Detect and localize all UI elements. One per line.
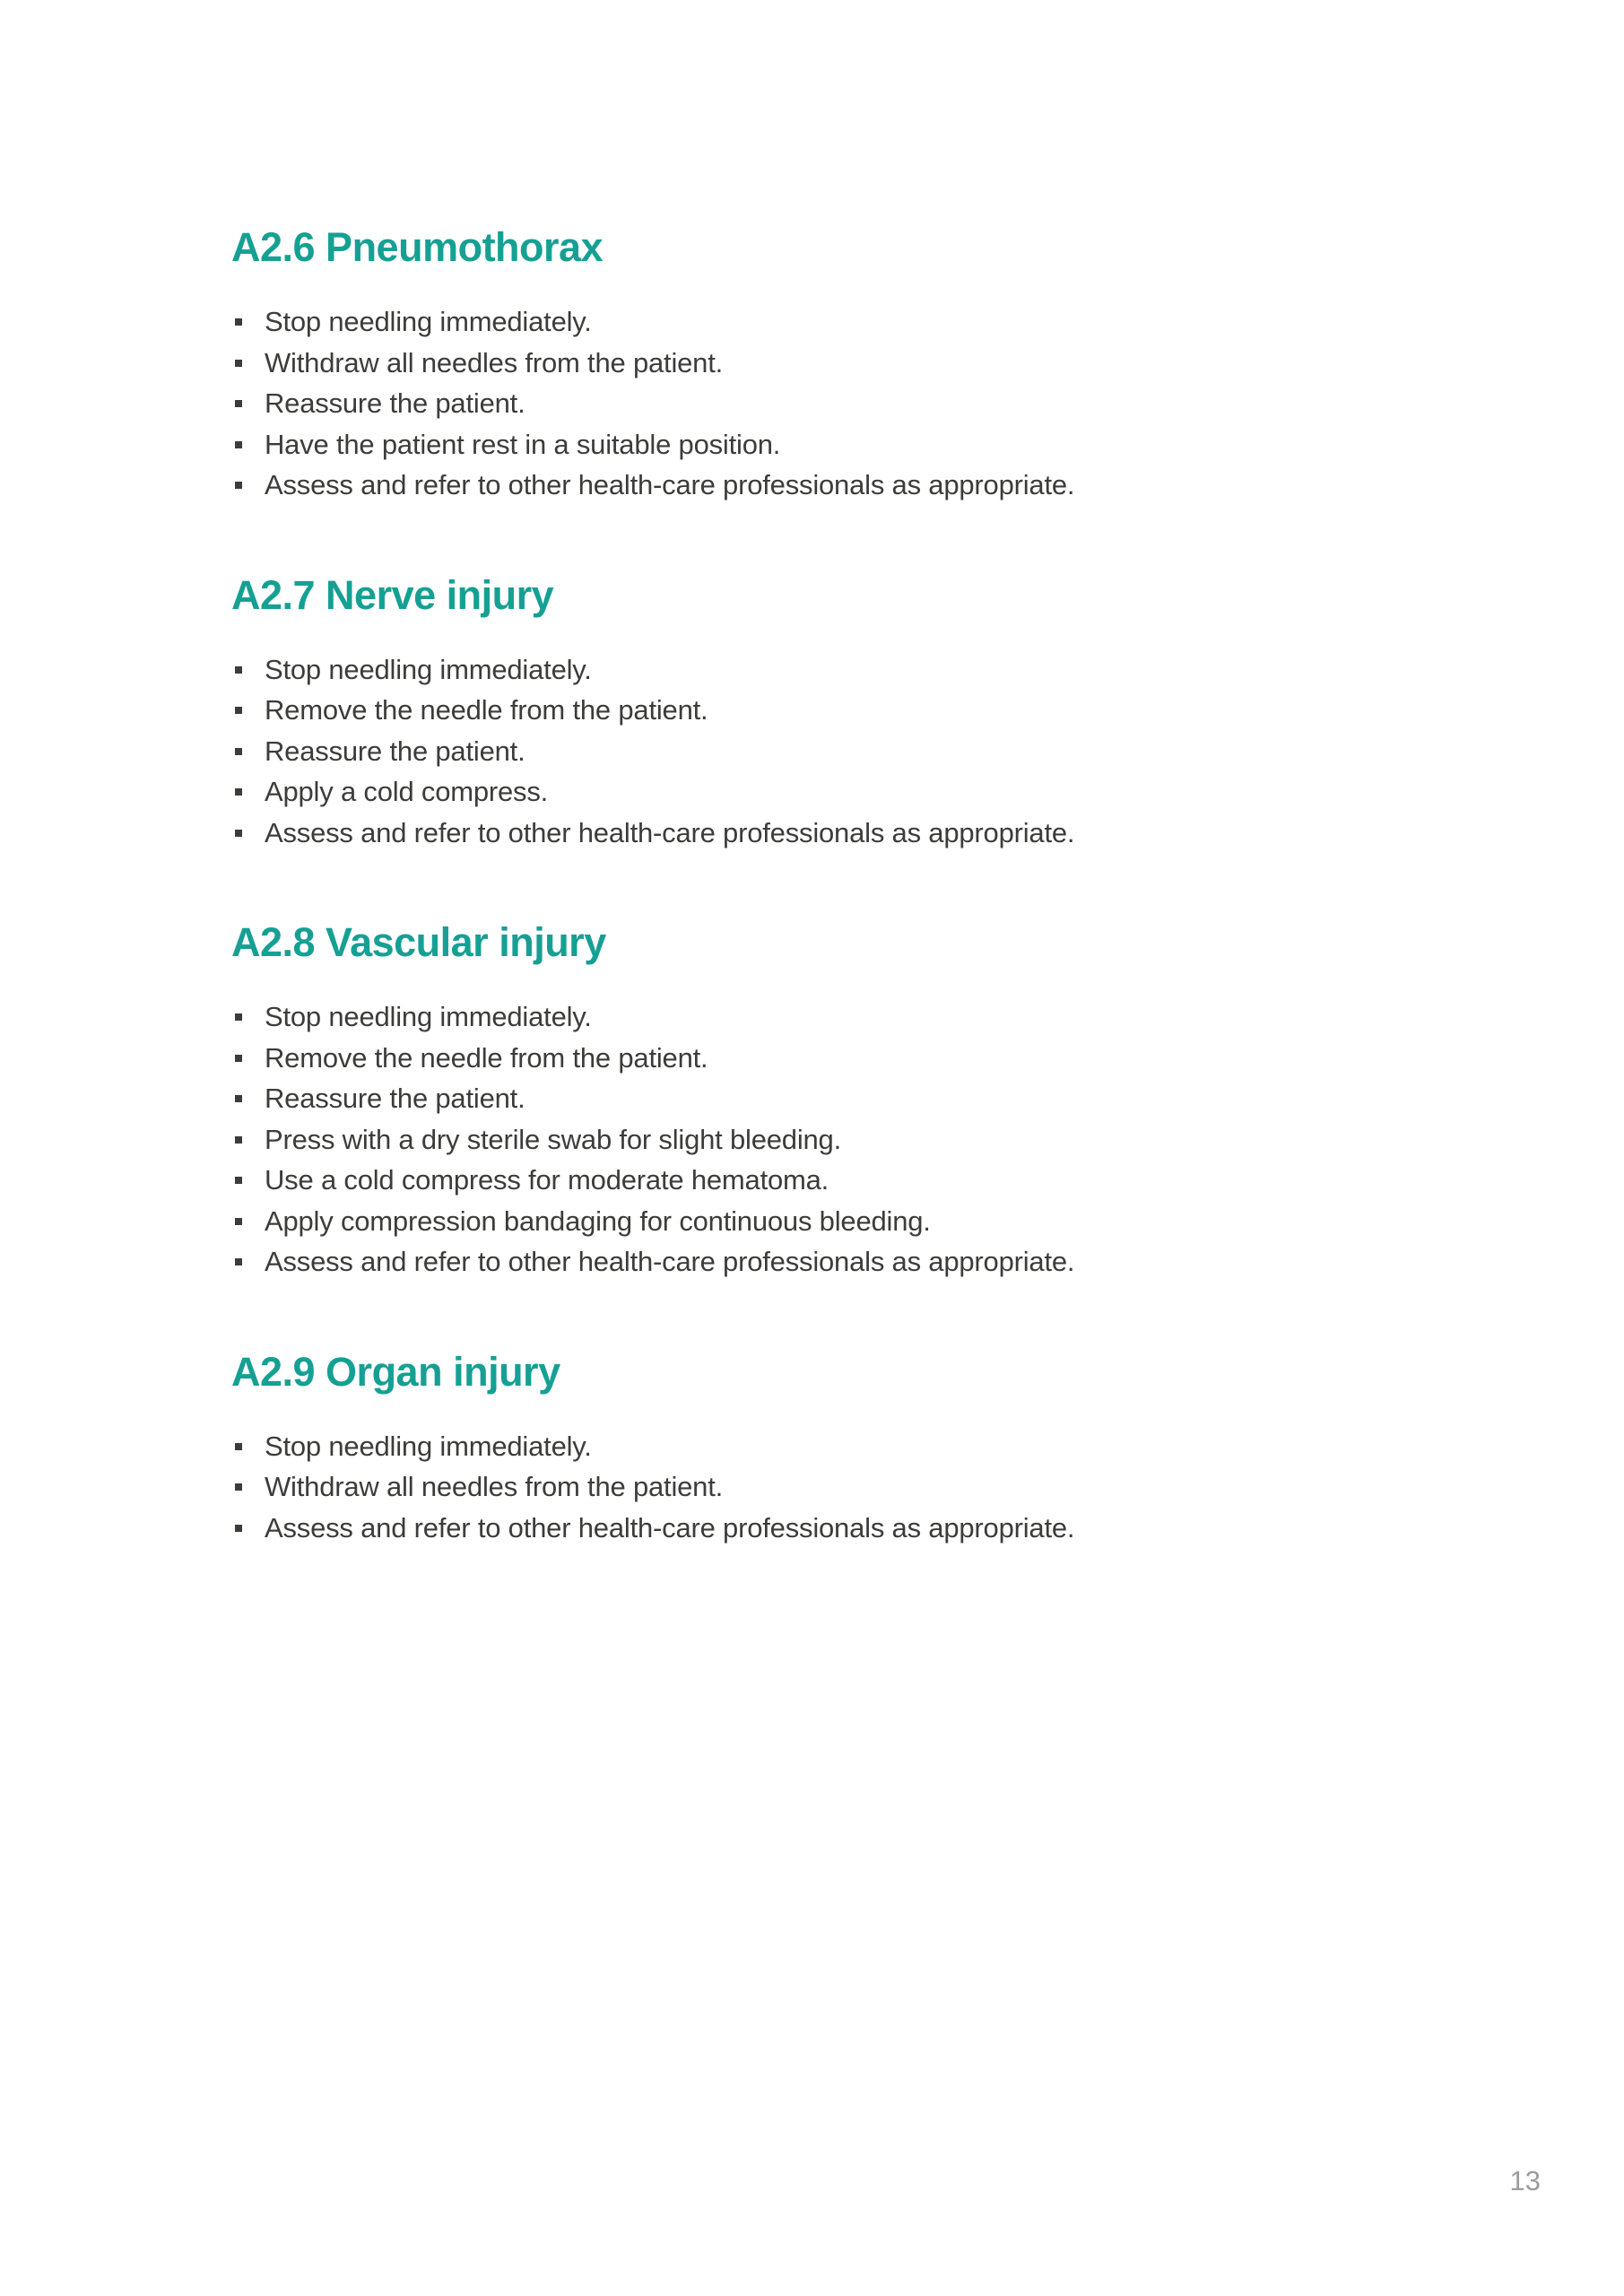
bullet-list [231, 996, 1352, 1283]
list-item [231, 424, 1352, 465]
bullet-icon [235, 1443, 242, 1450]
list-item [231, 996, 1352, 1038]
list-item [231, 383, 1352, 424]
list-item [231, 1466, 1352, 1508]
bullet-icon [235, 360, 242, 367]
list-item [231, 465, 1352, 506]
section-heading: A2.8 Vascular injury [231, 919, 606, 965]
list-item [231, 690, 1352, 731]
bullet-icon [235, 1177, 242, 1184]
bullet-icon [235, 1136, 242, 1144]
bullet-icon [235, 748, 242, 755]
list-item-text: Reassure the patient. [265, 735, 525, 767]
bullet-icon [235, 1013, 242, 1021]
section-pneumothorax [231, 224, 1352, 506]
bullet-icon [235, 1218, 242, 1225]
list-item [231, 771, 1352, 813]
list-item [231, 813, 1352, 854]
list-item [231, 1508, 1352, 1549]
list-item-text: Remove the needle from the patient. [265, 694, 708, 726]
bullet-list [231, 1426, 1352, 1549]
list-item-text: Stop needling immediately. [265, 1430, 592, 1462]
list-item-text: Apply a cold compress. [265, 776, 549, 807]
list-item [231, 1078, 1352, 1119]
bullet-icon [235, 1258, 242, 1265]
bullet-icon [235, 830, 242, 837]
list-item-text: Apply compression bandaging for continuous bleeding. [265, 1205, 931, 1237]
list-item-text: Assess and refer to other health-care professionals as appropriate. [265, 816, 1075, 848]
list-item-text: Reassure the patient. [265, 1083, 525, 1114]
list-item-text: Withdraw all needles from the patient. [265, 346, 724, 378]
section-heading: A2.7 Nerve injury [231, 571, 554, 618]
bullet-icon [235, 707, 242, 714]
list-item-text: Stop needling immediately. [265, 1001, 592, 1032]
list-item-text: Stop needling immediately. [265, 653, 592, 685]
section-nerve-injury [231, 572, 1352, 854]
section-organ-injury [231, 1349, 1352, 1549]
section-heading: A2.9 Organ injury [231, 1348, 560, 1395]
bullet-icon [235, 666, 242, 674]
bullet-icon [235, 1055, 242, 1062]
section-vascular-injury [231, 919, 1352, 1283]
list-item [231, 649, 1352, 691]
list-item [231, 1201, 1352, 1242]
list-item-text: Use a cold compress for moderate hematoma. [265, 1164, 829, 1196]
list-item-text: Reassure the patient. [265, 387, 525, 419]
list-item-text: Withdraw all needles from the patient. [265, 1471, 724, 1502]
bullet-icon [235, 318, 242, 326]
bullet-icon [235, 1525, 242, 1532]
bullet-icon [235, 400, 242, 407]
list-item [231, 1160, 1352, 1201]
bullet-list [231, 649, 1352, 854]
list-item-text: Press with a dry sterile swab for slight bleeding. [265, 1123, 842, 1155]
bullet-icon [235, 1095, 242, 1102]
bullet-icon [235, 788, 242, 796]
list-item-text: Have the patient rest in a suitable position. [265, 428, 781, 460]
section-heading: A2.6 Pneumothorax [231, 224, 604, 270]
bullet-icon [235, 482, 242, 489]
bullet-list [231, 301, 1352, 506]
list-item-text: Remove the needle from the patient. [265, 1041, 708, 1074]
list-item [231, 343, 1352, 384]
list-item [231, 301, 1352, 343]
page-content [231, 224, 1352, 1548]
bullet-icon [235, 1483, 242, 1491]
list-item [231, 1241, 1352, 1283]
list-item-text: Assess and refer to other health-care professionals as appropriate. [265, 1246, 1075, 1277]
list-item-text: Stop needling immediately. [265, 306, 592, 337]
page-number: 13 [1509, 2165, 1541, 2196]
list-item-text: Assess and refer to other health-care professionals as appropriate. [265, 1511, 1075, 1544]
bullet-icon [235, 441, 242, 448]
list-item [231, 1426, 1352, 1467]
list-item-text: Assess and refer to other health-care professionals as appropriate. [265, 469, 1075, 500]
list-item [231, 1038, 1352, 1079]
list-item [231, 1119, 1352, 1161]
list-item [231, 731, 1352, 772]
